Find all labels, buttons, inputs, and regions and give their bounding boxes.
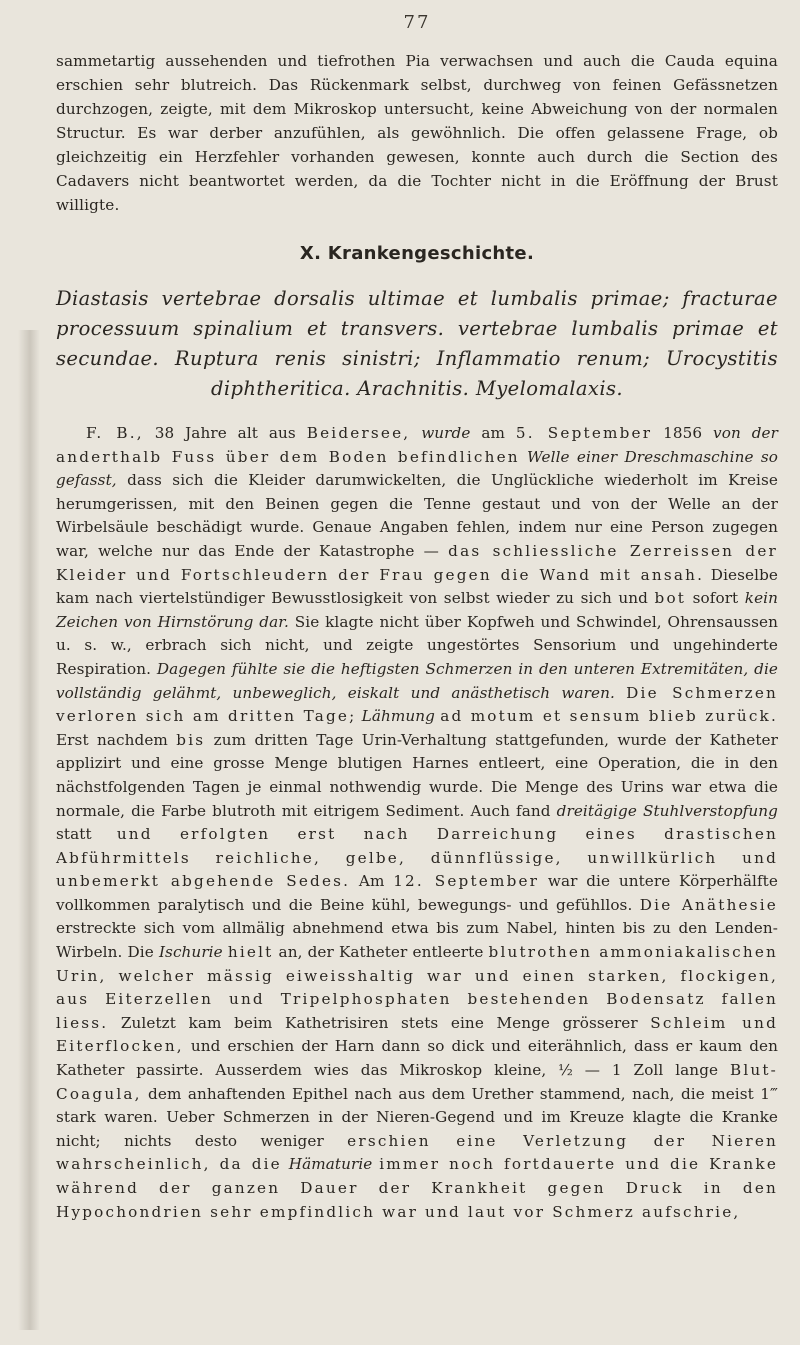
- case-text-italic: Hämaturie: [288, 1155, 373, 1174]
- case-text-spaced: Die Schmerzen verloren sich am dritten Tage;: [56, 683, 779, 726]
- case-text: [615, 684, 626, 702]
- chapter-heading: X. Krankengeschichte.: [299, 243, 535, 264]
- case-text-italic: Welle einer Dreschmaschine so gefasst,: [56, 447, 778, 490]
- case-text-spaced: erschien eine Verletzung der Nieren wahrscheinlich, da die: [56, 1131, 778, 1174]
- case-text-spaced: das schliessliche Zerreissen der Kleider und Fortschleudern der Frau gegen die Wand mit ansah.: [56, 541, 778, 584]
- case-text: am: [470, 424, 516, 442]
- case-text-italic: Lähmung: [361, 707, 435, 726]
- case-text: und erschien der Harn dann so dick und eiterähnlich, dass er kaum den Katheter passirte. Ausserdem wies das Mikroskop kleine, ½ — 1 Zoll lange: [56, 1037, 778, 1080]
- intro-paragraph: sammetartig aussehenden und tiefrothen Pia verwachsen und auch die Cauda equina erschien sehr blutreich. Das Rückenmark selbst, durchweg von feinen Gefässnetzen durchzogen, zeigte, mit dem Mikroskop untersucht, keine Abweichung von der normalen Structur. Es war derber anzufühlen, als gewöhnlich. Die offen gelassene Frage, ob gleichzeitig ein Herzfehler vorhanden gewesen, konnte auch durch die Section des Cadavers nicht beantwortet werden, da die Tochter nicht in die Eröffnung der Brust willigte.: [56, 52, 778, 214]
- case-text: [410, 424, 421, 442]
- case-text-spaced: blutrothen ammoniakalischen Urin, welcher mässig eiweisshaltig war und einen starken, flockigen, aus Eiterzellen und Tripelphosphaten bestehenden Bodensatz fallen liess.: [56, 943, 778, 1032]
- case-text: 1856: [652, 424, 714, 442]
- case-text: an, der Katheter entleerte: [273, 943, 489, 962]
- accident-date: 5. September: [515, 424, 653, 442]
- case-text-spaced: und erfolgten erst nach Darreichung eines drastischen Abführmittels reichliche, gelbe, dünnflüssige, unwillkürlich und unbemerkt abgehende Sedes.: [56, 825, 778, 891]
- case-text-spaced: Blut-Coagula,: [56, 1061, 778, 1103]
- case-text: Am: [350, 872, 394, 891]
- case-text: erstreckte sich vom allmälig abnehmend etwa bis zum Nabel, hinten bis zu den Lenden-Wirbeln. Die: [56, 919, 778, 962]
- case-text: statt: [56, 825, 117, 844]
- case-text: Erst nachdem: [56, 730, 177, 749]
- case-text-italic: Ischurie: [158, 943, 223, 962]
- case-text: 38 Jahre alt aus: [143, 424, 307, 442]
- case-text-italic: dreitägige Stuhlverstopfung: [556, 801, 778, 820]
- case-text: Dieselbe kam nach viertelstündiger Bewusstlosigkeit von selbst wieder zu sich und: [56, 565, 778, 608]
- case-text: Zuletzt kam beim Kathetrisiren stets eine Menge grösserer: [108, 1013, 651, 1032]
- case-text-spaced: Die Anäthesie: [639, 895, 778, 914]
- case-text-italic: Dagegen fühlte sie die heftigsten Schmerzen in den unteren Extremitäten, die vollständig gelähmt, unbeweglich, eiskalt und anästhetisch waren.: [56, 659, 779, 702]
- case-text: dem anhaftenden Epithel nach aus dem Urether stammend, nach, die meist 1‴ stark waren. Ueber Schmerzen in der Nieren-Gegend und im Kreuze klagte die Kranke nicht; nichts desto weniger: [56, 1084, 778, 1150]
- case-text: sofort: [686, 589, 745, 608]
- case-text: [282, 1155, 289, 1173]
- case-text: war die untere Körperhälfte vollkommen paralytisch und die Beine kühl, bewegungs- und gefühllos.: [56, 872, 778, 914]
- case-history-paragraph: [56, 422, 778, 1224]
- patient-initials: F. B.,: [86, 424, 144, 442]
- case-text: [520, 448, 527, 466]
- case-text-italic: wurde: [421, 424, 471, 442]
- case-text-spaced: Schleim und Eiterflocken,: [56, 1013, 778, 1056]
- case-text-spaced: 12. September: [393, 872, 540, 891]
- case-text: Sie klagte nicht über Kopfweh und Schwindel, Ohrensaussen u. s. w., erbrach sich nicht, und zeigte ungestörtes Sensorium und ungehinderte Respiration.: [56, 612, 778, 678]
- case-text-spaced: bis: [176, 730, 206, 749]
- diagnosis-heading: Diastasis vertebrae dorsalis ultimae et lumbalis primae; fracturae processuum spinalium et transvers. vertebrae lumbalis primae et secundae. Ruptura renis sinistri; Inflammatio renum; Urocystitis diphtheritica. Arachnitis. Myelomalaxis.: [56, 287, 778, 400]
- case-text-spaced: bot: [654, 589, 687, 608]
- case-text-spaced: anderthalb Fuss über dem Boden befindlichen: [56, 447, 520, 466]
- case-text-italic: von der: [713, 424, 778, 442]
- case-text-spaced: immer noch fortdauerte und die Kranke während der ganzen Dauer der Krankheit gegen Druck in den Hypochondrien sehr empfindlich war und laut vor Schmerz aufschrie,: [56, 1155, 779, 1221]
- case-text-italic: kein Zeichen von Hirnstörung dar.: [56, 589, 779, 631]
- case-text-spaced: hielt: [227, 943, 274, 962]
- page-number: 77: [403, 12, 431, 33]
- place-name: Beidersee,: [306, 424, 411, 442]
- case-text: dass sich die Kleider darumwickelten, die Unglückliche wiederholt im Kreise herumgerissen, mit den Beinen gegen die Tenne gestaut und von der Welle an der Wirbelsäule beschädigt wurde. Genaue Angaben fehlen, indem nur eine Person zugegen war, welche nur das Ende der Katastrophe —: [56, 471, 778, 560]
- case-text-spaced: ad motum et sensum blieb zurück.: [440, 707, 778, 726]
- case-text: zum dritten Tage Urin-Verhaltung stattgefunden, wurde der Katheter applizirt und eine grosse Menge blutigen Harnes entleert, eine Operation, die in den nächstfolgenden Tagen je einmal nothwendig wurde. Die Menge des Urins war etwa die normale, die Farbe blutroth mit eitrigem Sediment. Auch fand: [56, 730, 778, 820]
- binding-shadow: [18, 330, 40, 1330]
